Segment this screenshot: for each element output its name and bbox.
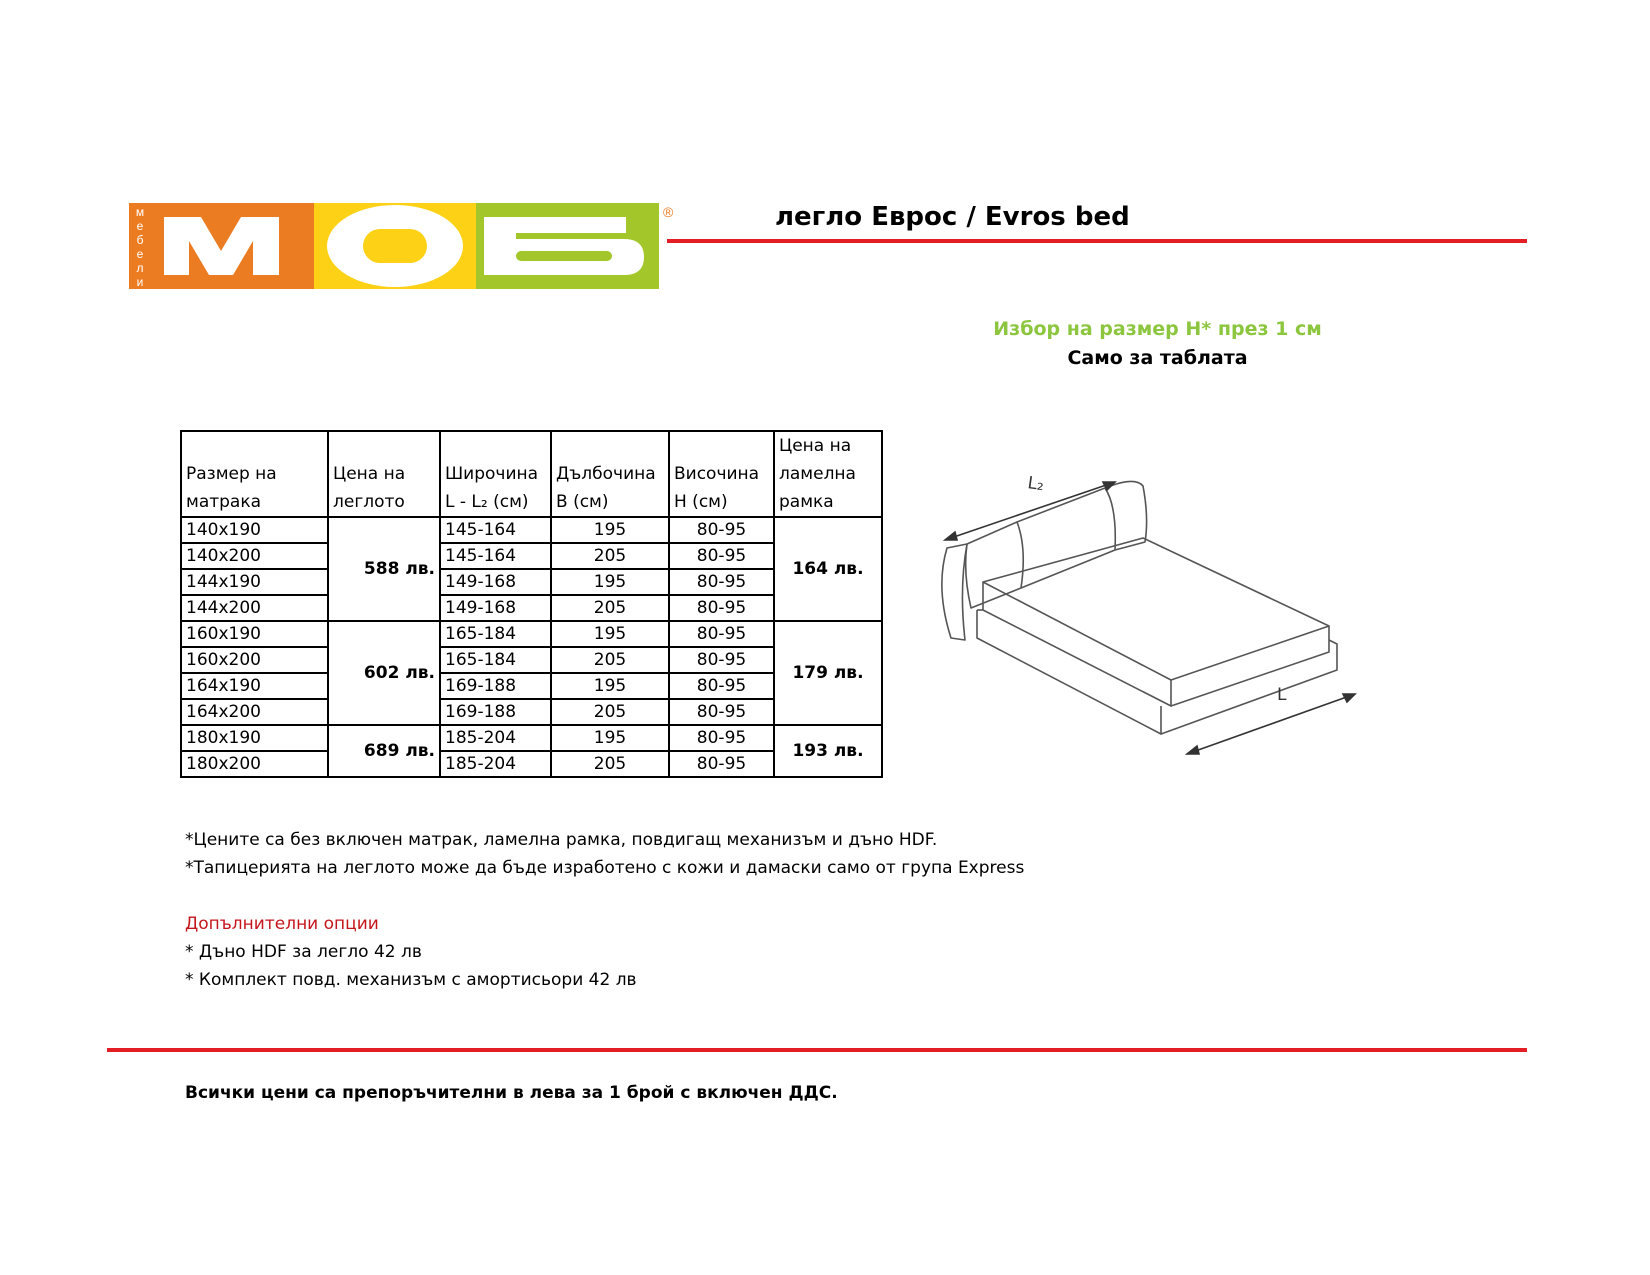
registered-mark: ® <box>663 204 674 220</box>
header-depth <box>551 431 669 517</box>
brand-logo <box>129 203 659 289</box>
cell-frame-price: 164 лв. <box>774 517 882 621</box>
cell-size: 144x190 <box>181 569 328 595</box>
page-title: легло Еврос / Evros bed <box>775 202 1130 232</box>
headboard-cushion-center <box>1017 488 1115 588</box>
cell-width: 169-188 <box>440 699 551 725</box>
bed-drawing <box>925 448 1365 768</box>
cell-size: 164x200 <box>181 699 328 725</box>
cell-depth: 205 <box>551 751 669 777</box>
table-row <box>181 517 882 543</box>
cell-height: 80-95 <box>669 569 774 595</box>
options-heading: Допълнителни опции <box>185 914 379 934</box>
header-line: L - L₂ (см) <box>445 492 529 512</box>
cell-width: 145-164 <box>440 517 551 543</box>
cell-height: 80-95 <box>669 595 774 621</box>
cell-depth: 195 <box>551 673 669 699</box>
logo-vertical-letter: л <box>136 261 144 275</box>
header-line: Цена на <box>333 464 406 484</box>
cell-height: 80-95 <box>669 647 774 673</box>
cell-height: 80-95 <box>669 725 774 751</box>
cell-depth: 195 <box>551 569 669 595</box>
cell-frame-price: 179 лв. <box>774 621 882 725</box>
logo-vertical-letter: е <box>136 219 144 233</box>
price-table <box>180 430 883 778</box>
cell-width: 165-184 <box>440 621 551 647</box>
cell-width: 165-184 <box>440 647 551 673</box>
cell-height: 80-95 <box>669 673 774 699</box>
cell-size: 140x190 <box>181 517 328 543</box>
table-row <box>181 725 882 751</box>
option-item-hdf: * Дъно HDF за легло 42 лв <box>185 942 422 962</box>
header-line: Широчина <box>445 464 539 484</box>
logo-vertical-letter: м <box>135 205 145 219</box>
cell-bed-price: 689 лв. <box>328 725 440 777</box>
option-item-mechanism: * Комплект повд. механизъм с амортисьори 42 лв <box>185 970 637 990</box>
top-divider <box>667 239 1527 243</box>
cell-depth: 205 <box>551 543 669 569</box>
dimension-label-l2: L₂ <box>1026 473 1046 496</box>
logo-orange-block <box>129 203 314 289</box>
logo-letter-m <box>129 203 314 289</box>
header-line: Цена на <box>779 436 852 456</box>
cell-depth: 205 <box>551 647 669 673</box>
cell-height: 80-95 <box>669 699 774 725</box>
cell-bed-price: 602 лв. <box>328 621 440 725</box>
cell-height: 80-95 <box>669 517 774 543</box>
header-line: рамка <box>779 492 834 512</box>
note-prices-exclude: *Цените са без включен матрак, ламелна рамка, повдигащ механизъм и дъно HDF. <box>185 830 938 850</box>
cell-bed-price: 588 лв. <box>328 517 440 621</box>
cell-size: 180x200 <box>181 751 328 777</box>
cell-depth: 195 <box>551 517 669 543</box>
mattress-side-right <box>1171 626 1329 706</box>
cell-depth: 195 <box>551 725 669 751</box>
table-row <box>181 621 882 647</box>
cell-width: 149-168 <box>440 595 551 621</box>
dimension-label-l: L <box>1277 685 1287 705</box>
header-line: матрака <box>186 492 262 512</box>
dimension-line-l <box>1187 694 1355 754</box>
logo-vertical-letter: и <box>136 275 144 289</box>
mattress-side-front <box>983 582 1171 706</box>
footer-note: Всички цени са препоръчителни в лева за 1 брой с включен ДДС. <box>185 1083 838 1103</box>
cell-width: 169-188 <box>440 673 551 699</box>
headboard-cushion-right <box>1105 481 1147 550</box>
logo-vertical-letter: е <box>136 247 144 261</box>
cell-frame-price: 193 лв. <box>774 725 882 777</box>
header-line: Височина <box>674 464 760 484</box>
mattress-top <box>983 538 1329 680</box>
headboard-side-left <box>942 544 967 640</box>
cell-size: 180x190 <box>181 725 328 751</box>
arrowhead-icon <box>1187 746 1199 754</box>
header-line: Размер на <box>186 464 277 484</box>
headboard-cushion-left <box>966 522 1024 608</box>
cell-height: 80-95 <box>669 621 774 647</box>
cell-size: 140x200 <box>181 543 328 569</box>
logo-yellow-block <box>314 203 476 289</box>
logo-vertical-letter: б <box>136 233 144 247</box>
header-height <box>669 431 774 517</box>
cell-width: 149-168 <box>440 569 551 595</box>
cell-size: 164x190 <box>181 673 328 699</box>
cell-size: 144x200 <box>181 595 328 621</box>
cell-height: 80-95 <box>669 751 774 777</box>
cell-width: 185-204 <box>440 751 551 777</box>
header-bed-price <box>328 431 440 517</box>
cell-size: 160x190 <box>181 621 328 647</box>
logo-letter-o <box>314 203 476 289</box>
base-frame-front <box>977 610 1161 734</box>
cell-size: 160x200 <box>181 647 328 673</box>
table-header-row <box>181 431 882 517</box>
header-mattress-size <box>181 431 328 517</box>
size-choice-note: Избор на размер H* през 1 см <box>993 318 1322 340</box>
cell-depth: 205 <box>551 595 669 621</box>
logo-letter-b <box>476 203 659 289</box>
cell-depth: 205 <box>551 699 669 725</box>
headboard-only-note: Само за таблата <box>1067 347 1248 369</box>
logo-green-block <box>476 203 659 289</box>
header-line: Дълбочина <box>556 464 656 484</box>
header-line: H (см) <box>674 492 728 512</box>
cell-height: 80-95 <box>669 543 774 569</box>
note-upholstery: *Тапицерията на леглото може да бъде изработено с кожи и дамаски само от група Express <box>185 858 1025 878</box>
arrowhead-icon <box>1343 694 1355 702</box>
cell-width: 145-164 <box>440 543 551 569</box>
arrowhead-icon <box>945 532 957 540</box>
header-frame-price <box>774 431 882 517</box>
header-line: В (см) <box>556 492 609 512</box>
bottom-divider <box>107 1048 1527 1052</box>
header-width <box>440 431 551 517</box>
header-line: леглото <box>333 492 405 512</box>
header-line: ламелна <box>779 464 856 484</box>
cell-width: 185-204 <box>440 725 551 751</box>
cell-depth: 195 <box>551 621 669 647</box>
